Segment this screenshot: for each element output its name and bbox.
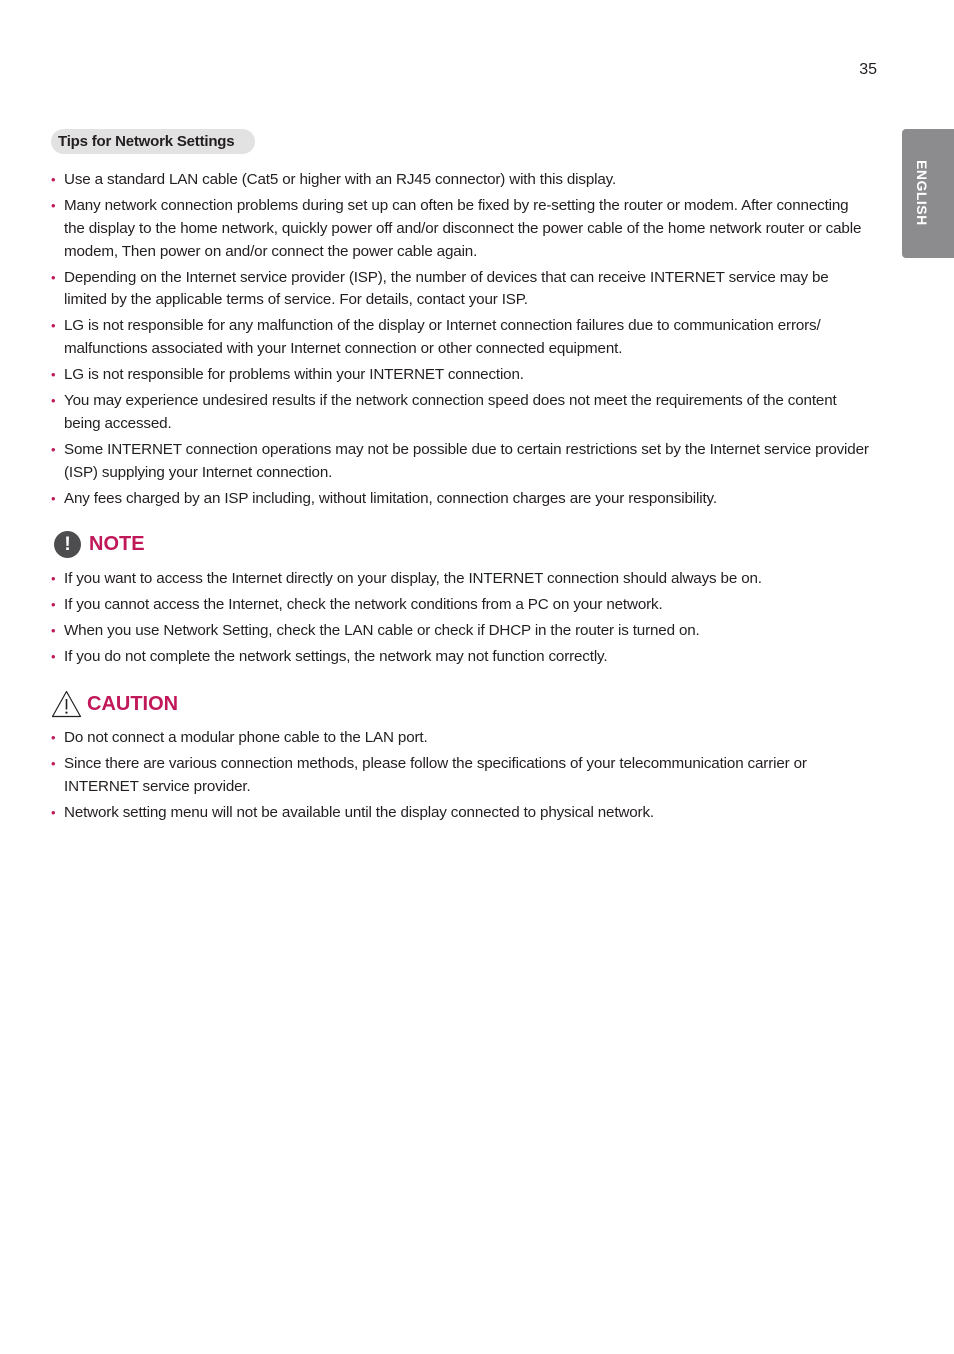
note-title: NOTE bbox=[89, 533, 145, 555]
tips-list bbox=[50, 169, 870, 514]
list-item: • LG is not responsible for problems within your INTERNET connection. bbox=[50, 364, 870, 387]
list-item: • Some INTERNET connection operations may not be possible due to certain restrictions set by the Internet service provider (ISP) supplying your Internet connection. bbox=[50, 439, 870, 485]
list-item: • You may experience undesired results if the network connection speed does not meet the requirements of the content being accessed. bbox=[50, 390, 870, 436]
list-item: • Depending on the Internet service provider (ISP), the number of devices that can receive INTERNET service may be limited by the applicable terms of service. For details, contact your ISP. bbox=[50, 267, 870, 313]
list-item: • If you do not complete the network settings, the network may not function correctly. bbox=[50, 646, 870, 669]
list-item: • If you cannot access the Internet, check the network conditions from a PC on your network. bbox=[50, 594, 870, 617]
section-heading: Tips for Network Settings bbox=[51, 129, 255, 154]
exclamation-circle-icon: ! bbox=[54, 531, 81, 558]
warning-triangle-icon bbox=[51, 690, 82, 718]
list-item: • LG is not responsible for any malfunction of the display or Internet connection failures due to communication errors/ malfunctions associated with your Internet connection or other connected equipment. bbox=[50, 315, 870, 361]
list-item: • Many network connection problems during set up can often be fixed by re-setting the router or modem. After connecting the display to the home network, quickly power off and/or disconnect the power cable of the home network router or cable modem, Then power on and/or connect the power cable again. bbox=[50, 195, 870, 263]
list-item: • Any fees charged by an ISP including, without limitation, connection charges are your responsibility. bbox=[50, 488, 870, 511]
caution-list bbox=[50, 727, 870, 828]
note-list bbox=[50, 568, 870, 672]
list-item: • Since there are various connection methods, please follow the specifications of your telecommunication carrier or INTERNET service provider. bbox=[50, 753, 870, 799]
list-item: • Use a standard LAN cable (Cat5 or higher with an RJ45 connector) with this display. bbox=[50, 169, 870, 192]
list-item: • Network setting menu will not be available until the display connected to physical network. bbox=[50, 802, 870, 825]
note-heading bbox=[54, 531, 145, 558]
caution-title: CAUTION bbox=[87, 692, 179, 715]
list-item: • If you want to access the Internet directly on your display, the INTERNET connection should always be on. bbox=[50, 568, 870, 591]
list-item: • Do not connect a modular phone cable to the LAN port. bbox=[50, 727, 870, 750]
list-item: • When you use Network Setting, check the LAN cable or check if DHCP in the router is turned on. bbox=[50, 620, 870, 643]
language-tab-label: ENGLISH bbox=[914, 160, 930, 226]
page-number: 35 bbox=[859, 61, 877, 78]
caution-heading bbox=[51, 690, 178, 718]
